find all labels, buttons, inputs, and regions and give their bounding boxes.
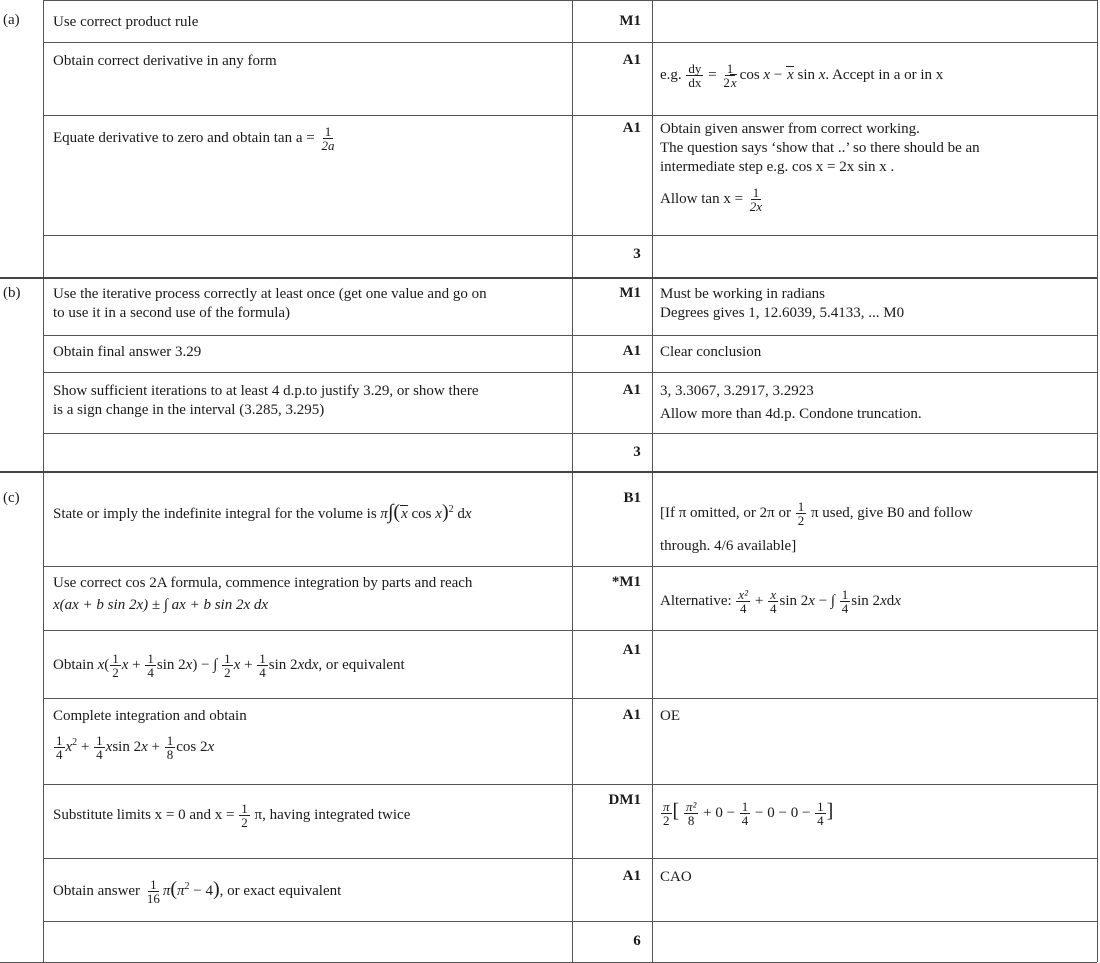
part-total: 3 <box>633 444 641 460</box>
quarter-fraction: $\frac{1}{4}$ <box>817 799 824 828</box>
guidance-line: Obtain given answer from correct working. <box>660 121 920 137</box>
row-line <box>43 858 1097 859</box>
quarter-fraction: $\frac{1}{4}$ <box>96 733 103 763</box>
row-line <box>43 433 1097 434</box>
guidance-text: Clear conclusion <box>660 344 762 360</box>
guidance-text: Alternative: <box>660 592 732 609</box>
half-fraction: $\frac{1}{2}$ <box>112 651 119 680</box>
pi-over-2-fraction: $\frac{\pi}{2}$ <box>663 799 670 828</box>
mark-code: DM1 <box>608 792 641 808</box>
part-label-c: (c) <box>3 490 20 506</box>
row-line <box>43 335 1097 336</box>
col-divider-mark <box>572 0 573 962</box>
mark-code: A1 <box>622 120 641 136</box>
guidance-allow-text: Allow tan x = <box>660 190 744 207</box>
criterion-answer: Obtain answer $\frac{1}{16}$ $\pi(\pi^2 - 4)$, or exact equivalent <box>53 877 342 907</box>
col-divider-guidance <box>652 0 653 962</box>
mark-code: A1 <box>622 707 641 723</box>
one-over-2x-fraction: $\frac{1}{2x}$ <box>749 185 763 214</box>
section-line <box>0 471 1097 473</box>
criterion-text: Equate derivative to zero and obtain tan a = <box>53 129 315 146</box>
criterion-text: to use it in a second use of the formula) <box>53 305 291 321</box>
criterion-text: Use correct product rule <box>53 14 199 30</box>
criterion-text: Obtain <box>53 656 94 673</box>
criterion-text: Obtain answer <box>53 883 141 899</box>
criterion-volume: State or imply the indefinite integral for the volume is π∫(x cos x)$^2$ dx <box>53 501 472 523</box>
row-line <box>43 235 1097 236</box>
row-line <box>43 566 1097 567</box>
guidance-line: The question says ‘show that ..’ so there should be an <box>660 140 980 156</box>
guidance-substitution: $\frac{\pi}{2}$ [ $\frac{\text{π²}}{8}$ + 0 − $\frac{1}{4}$ − 0 − 0 − $\frac{1}{4}$ ] <box>663 799 834 828</box>
guidance-line: intermediate step e.g. cos x = 2x sin x . <box>660 159 895 175</box>
criterion-formula: x(ax + b sin 2x) ± ∫ ax + b sin 2x dx <box>53 597 269 613</box>
dy-dx-fraction: $\frac{dy}{dx}$ <box>688 61 702 90</box>
pi2-over-8-fraction: $\frac{\text{π²}}{8}$ <box>685 799 697 828</box>
mark-code: *M1 <box>611 574 641 590</box>
mark-code: A1 <box>622 382 641 398</box>
row-line <box>43 0 1097 1</box>
guidance-suffix: . Accept in a or in x <box>825 66 944 83</box>
guidance-text: through. 4/6 available] <box>660 538 797 554</box>
guidance-volume <box>660 500 973 527</box>
criterion-text: Complete integration and obtain <box>53 708 247 724</box>
x-over-4-fraction: $\frac{x}{4}$ <box>770 587 777 616</box>
quarter-fraction: $\frac{1}{4}$ <box>56 733 63 763</box>
criterion-text: Show sufficient iterations to at least 4 d.p.to justify 3.29, or show there <box>53 383 479 399</box>
criterion-text: Obtain final answer 3.29 <box>53 344 202 360</box>
mark-code: M1 <box>619 13 641 29</box>
criterion-text: is a sign change in the interval (3.285, 3.295) <box>53 402 325 418</box>
row-line <box>43 115 1097 116</box>
row-line <box>43 630 1097 631</box>
criterion-text: State or imply the indefinite integral for the volume is <box>53 506 377 522</box>
mark-code: M1 <box>619 285 641 301</box>
guidance-derivative: e.g. $\frac{dy}{dx}$ = $\frac{1}{2x}$ cos x − x sin x. Accept in a or in x <box>660 61 944 90</box>
section-line <box>0 277 1097 279</box>
row-line <box>43 372 1097 373</box>
criterion-result: $\frac{1}{4}$ $x^2$ + $\frac{1}{4}$ xsin 2x + $\frac{1}{8}$ cos 2x <box>56 733 215 763</box>
criterion-suffix: , or equivalent <box>318 656 405 673</box>
x2-over-4-fraction: $\frac{\text{x²}}{4}$ <box>738 587 749 616</box>
guidance-allow <box>660 186 765 213</box>
guidance-alternative: Alternative: $\frac{\text{x²}}{4}$ + $\frac{x}{4}$ sin 2x − ∫ $\frac{1}{4}$ sin 2xdx <box>660 587 901 616</box>
guidance-text: CAO <box>660 869 692 885</box>
half-fraction: $\frac{1}{2}$ <box>241 801 248 830</box>
mark-code: B1 <box>623 490 641 506</box>
part-label-a: (a) <box>3 12 20 28</box>
criterion-text: Substitute limits x = 0 and x = <box>53 806 235 823</box>
criterion-text: Use the iterative process correctly at least once (get one value and go on <box>53 286 487 302</box>
guidance-prefix: e.g. <box>660 66 682 83</box>
guidance-text: [If π omitted, or 2π or <box>660 504 791 521</box>
part-total: 6 <box>633 933 641 949</box>
row-line <box>43 42 1097 43</box>
row-line <box>43 784 1097 785</box>
part-label-b: (b) <box>3 285 21 301</box>
quarter-fraction: $\frac{1}{4}$ <box>147 651 154 680</box>
one-over-root-fraction: $\frac{1}{2x}$ <box>723 61 737 90</box>
quarter-fraction: $\frac{1}{4}$ <box>841 587 849 616</box>
criterion-suffix: π, having integrated twice <box>254 806 411 823</box>
eighth-fraction: $\frac{1}{8}$ <box>166 733 174 763</box>
quarter-fraction: $\frac{1}{4}$ <box>259 651 266 680</box>
guidance-line: 3, 3.3067, 3.2917, 3.2923 <box>660 383 814 399</box>
mark-code: A1 <box>622 52 641 68</box>
part-total: 3 <box>633 246 641 262</box>
mark-code: A1 <box>622 642 641 658</box>
half-fraction: $\frac{1}{2}$ <box>224 651 231 680</box>
one-over-2a-fraction: $\frac{1}{2a}$ <box>321 124 335 153</box>
criterion-suffix: , or exact equivalent <box>219 883 342 899</box>
guidance-line: Allow more than 4d.p. Condone truncation. <box>660 406 922 422</box>
row-line <box>43 921 1097 922</box>
guidance-text: OE <box>660 708 680 724</box>
col-divider-left <box>43 0 44 962</box>
guidance-text: π used, give B0 and follow <box>810 504 973 521</box>
guidance-line: Must be working in radians <box>660 286 825 302</box>
criterion-limits <box>53 802 410 829</box>
criterion-text-tan <box>53 125 337 152</box>
col-divider-right <box>1097 0 1098 962</box>
row-line <box>43 698 1097 699</box>
guidance-line: Degrees gives 1, 12.6039, 5.4133, ... M0 <box>660 305 905 321</box>
quarter-fraction: $\frac{1}{4}$ <box>741 799 749 828</box>
criterion-text: Obtain correct derivative in any form <box>53 53 277 69</box>
criterion-text: Use correct cos 2A formula, commence integration by parts and reach <box>53 575 473 591</box>
mark-code: A1 <box>622 343 641 359</box>
criterion-obtain: Obtain x( $\frac{1}{2}$ x + $\frac{1}{4}$ sin 2x) − ∫ $\frac{1}{2}$ x + $\frac{1}{4}$ sin 2xdx, or equivalent <box>53 651 405 680</box>
one-over-16-fraction: $\frac{1}{16}$ <box>146 877 160 907</box>
mark-code: A1 <box>622 868 641 884</box>
half-fraction: $\frac{1}{2}$ <box>797 499 805 528</box>
